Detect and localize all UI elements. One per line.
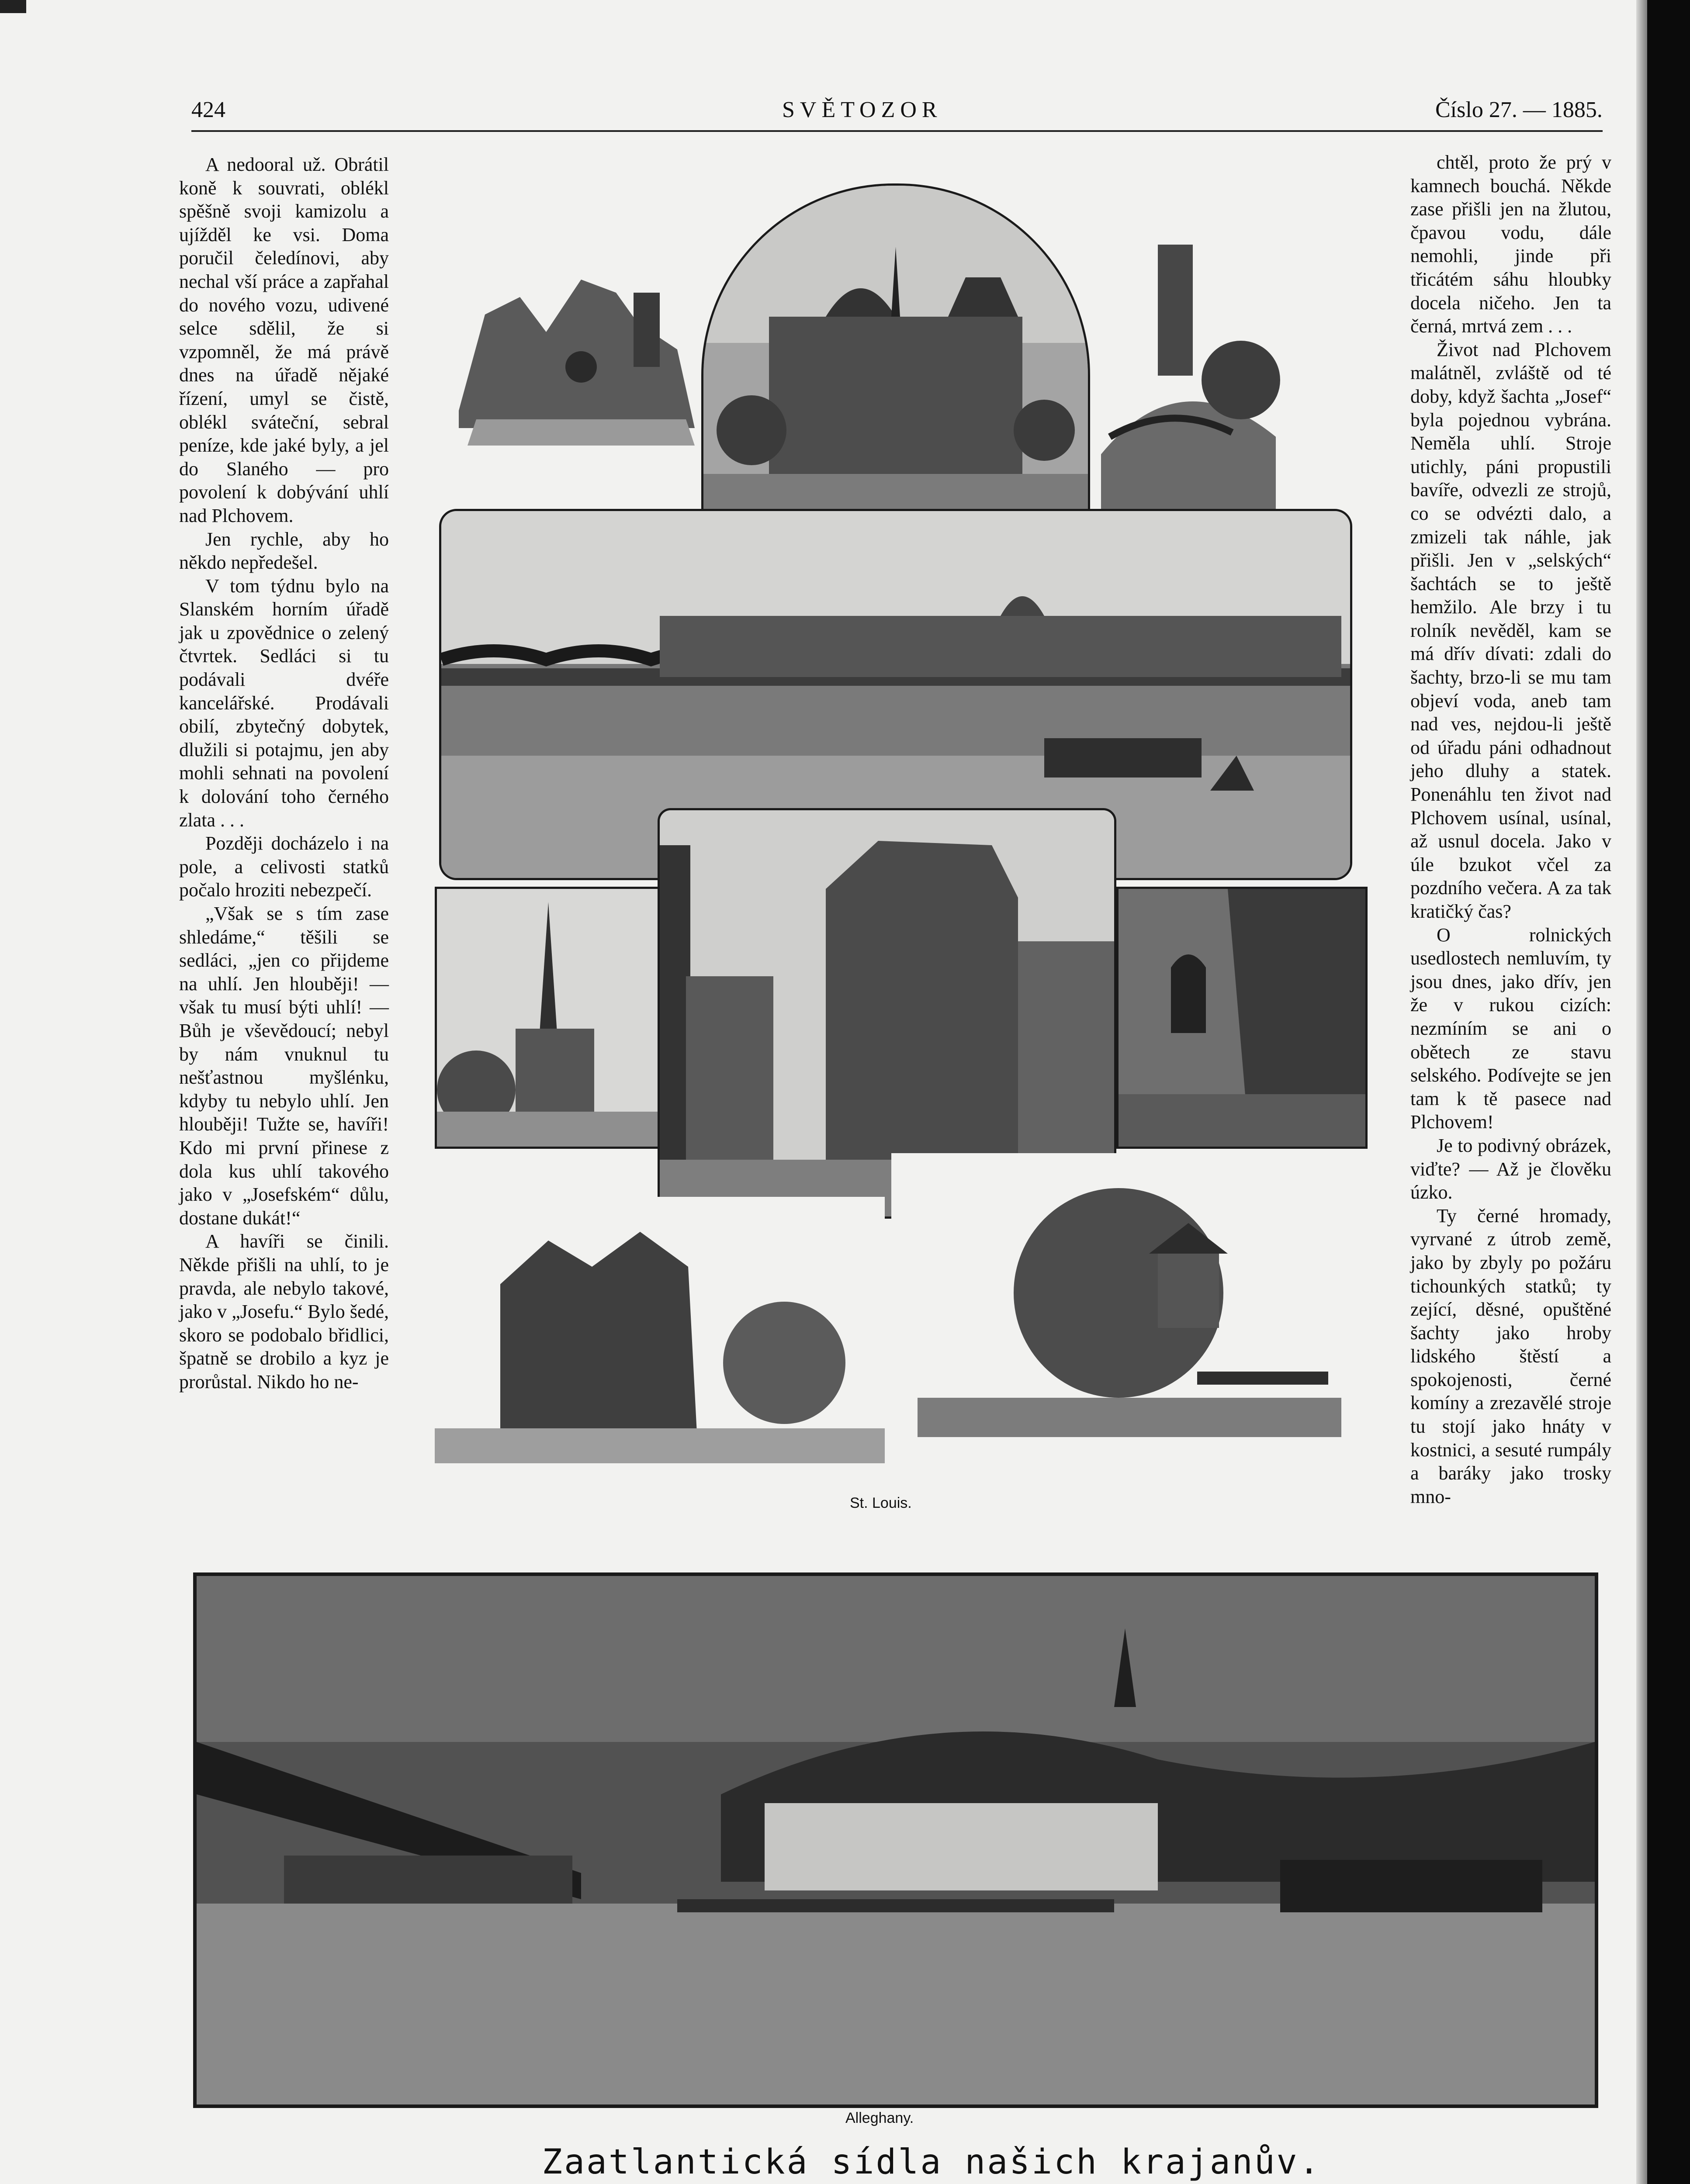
scan-corner-mark bbox=[0, 0, 26, 13]
allegheny-caption: Alleghany. bbox=[845, 2110, 914, 2126]
paragraph: A nedooral už. Obrátil koně k souvrati, oblékl spěšně svoji kamizolu a ujížděl ke vsi. Doma poručil čeledínovi, aby nechal vší práce a zapřahal do nového vozu, udivené selce sdělil, že si vzpomněl, že má právě dnes na úřadě nějaké řízení, umyl se čistě, oblékl sváteční, sebral peníze, kde jaké byly, a jel do Slaného — pro povolení k dobývání uhlí nad Plchovem. bbox=[179, 154, 389, 526]
stone-wall-engraving bbox=[1116, 887, 1368, 1149]
paragraph: Později docházelo i na pole, a celivosti statků počalo hroziti nebezpečí. bbox=[179, 833, 389, 901]
paragraph: V tom týdnu bylo na Slanském horním úřadě jak u zpovědnice o zelený čtvrtek. Sedláci si tu podávali dvéře kancelářské. Prodávali obilí, zbytečný dobytek, dlužili si potajmu, jen aby mohli sehnati na povolení k dolování toho černého zlata . . . bbox=[179, 575, 389, 831]
allegheny-engraving bbox=[193, 1572, 1598, 2108]
paragraph: „Však se s tím zase shledáme,“ těšili se sedláci, „jen co přijdeme na uhlí. Jen hlouběji! — však tu musí býti uhlí! — Bůh je vševědoucí; nebyl by nám vnuknul tu nešťastnou myšlénku, kdyby tu nebylo uhlí. Jen hlouběji! Tužte se, havíři! Kdo mi první přinese z dola kus uhlí takového jako v „Josefském“ důlu, dostane dukát!“ bbox=[179, 903, 389, 1229]
header-rule bbox=[191, 130, 1603, 132]
st-louis-caption: St. Louis. bbox=[850, 1495, 912, 1511]
paragraph: Jen rychle, aby ho někdo nepředešel. bbox=[179, 528, 389, 574]
issue-number: Číslo 27. — 1885. bbox=[1435, 97, 1603, 122]
exposition-palace-engraving bbox=[701, 183, 1090, 550]
cathedral-street-engraving bbox=[435, 887, 666, 1149]
paragraph: Je to podivný obrázek, viďte? — Až je člověku úzko. bbox=[1410, 1134, 1611, 1203]
victorian-mansion-engraving bbox=[435, 1197, 885, 1463]
book-binding bbox=[1647, 0, 1690, 2184]
paragraph: Život nad Plchovem malátněl, zvláště od té doby, když šachta „Josef“ byla pojednou vybrána. Neměla uhlí. Stroje utichly, páni propustili bavíře, odvezli ze strojů, co se odvézti dalo, a zmizeli tak náhle, jak přišli. Jen v „selských“ šachtách se to ještě hemžilo. Ale brzy i tu rolník nevěděl, kam se má dřív dívati: zdali do šachty, brzo-li se mu tam objeví voda, aneb tam nad ves, nejdou-li ještě od úřadu páni odhadnout jeho dluhy a statek. Ponenáhlu ten život nad Plchovem usínal, usínal, až usnul docela. Jako v úle bzukot včel za pozdního večera. A za tak kratičký čas? bbox=[1410, 339, 1611, 922]
ruins-engraving bbox=[450, 183, 703, 454]
magazine-title: SVĚTOZOR bbox=[782, 97, 942, 122]
paragraph: Ty černé hromady, vyrvané z útrob země, jako by zbyly po požáru tichounkých statků; ty zející, děsné, opuštěné šachty jako hroby lidského štěstí a spokojenosti, černé komíny a zrezavělé stroje tu stojí jako hnáty v kostnici, a sesuté rumpály a baráky jako trosky mno- bbox=[1410, 1205, 1611, 1507]
page-title: Zaatlantická sídla našich krajanův. bbox=[542, 2143, 1321, 2182]
left-text-column bbox=[179, 153, 389, 1489]
paragraph: chtěl, proto že prý v kamnech bouchá. Někde zase přišli jen na žlutou, čpavou vodu, dále nemohli, jinde při třicátém sáhu hloubky docela ničeho. Jen ta černá, mrtvá zem . . . bbox=[1410, 152, 1611, 337]
right-text-column bbox=[1410, 151, 1611, 1535]
paragraph: A havíři se činili. Někde přišli na uhlí, to je pravda, ale nebylo takové, jako v „Josefu.“ Bylo šedé, skoro se podobalo břidlici, špatně se drobilo a kyz je prorůstal. Nikdo ho ne- bbox=[179, 1230, 389, 1393]
park-pavilion-engraving bbox=[891, 1153, 1359, 1463]
paragraph: O rolnických usedlostech nemluvím, ty jsou dnes, jako dřív, jen že v rukou cizích: nezmíním se ani o obětech ze stavu selského. Podívejte se jen tam k tě pasece nad Plchovem! bbox=[1410, 924, 1611, 1133]
park-bridge-engraving bbox=[1092, 227, 1280, 542]
page-number: 424 bbox=[191, 97, 225, 122]
